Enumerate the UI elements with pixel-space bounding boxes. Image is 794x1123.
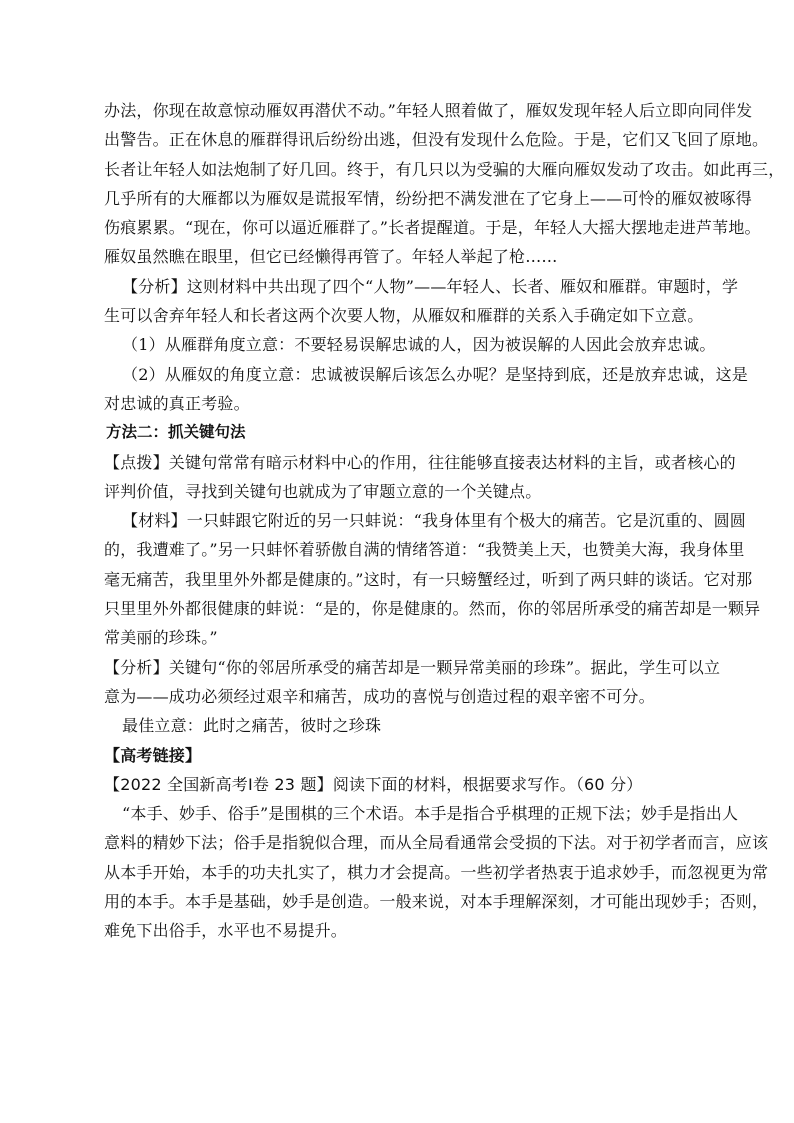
text-line: （2）从雁奴的角度立意：忠诚被误解后该怎么办呢？是坚持到底，还是放弃忠诚，这是: [122, 364, 748, 384]
text-line: 毫无痛苦，我里里外外都是健康的。”这时，有一只螃蟹经过，听到了两只蚌的谈话。它对那: [104, 569, 753, 589]
text-line: 的，我遭难了。”另一只蚌怀着骄傲自满的情绪答道：“我赞美上天，也赞美大海，我身体里: [104, 540, 745, 560]
gaokao-material: [104, 799, 769, 945]
text-line: 意料的精妙下法；俗手是指貌似合理，而从全局看通常会受损的下法。对于初学者而言，应该: [104, 833, 769, 853]
tip-paragraph: [104, 448, 736, 507]
point-1: [104, 330, 716, 359]
text-line: 【高考链接】: [104, 745, 202, 765]
text-line: 雁奴虽然瞧在眼里，但它已经懒得再管了。年轻人举起了枪……: [104, 247, 558, 267]
text-line: 常美丽的珍珠。”: [104, 628, 218, 648]
gaokao-heading: [104, 741, 704, 770]
analysis-paragraph-1: [104, 272, 739, 331]
text-line: 伤痕累累。“现在，你可以逼近雁群了。”长者提醒道。于是，年轻人大摇大摆地走进芦苇地。: [104, 218, 761, 238]
text-line: 对忠诚的真正考验。: [104, 393, 250, 413]
material-paragraph: [104, 506, 761, 652]
text-line: 【2022 全国新高考Ⅰ卷 23 题】阅读下面的材料，根据要求写作。（60 分）: [104, 774, 643, 794]
text-line: 最佳立意：此时之痛苦，彼时之珍珠: [122, 716, 382, 736]
story-paragraph: [104, 96, 785, 272]
text-line: 评判价值，寻找到关键句也就成为了审题立意的一个关键点。: [104, 481, 542, 501]
document-body: [104, 96, 785, 946]
text-line: 【点拨】关键句常常有暗示材料中心的作用，往往能够直接表达材料的主旨，或者核心的: [104, 452, 736, 472]
text-line: 【分析】关键句“你的邻居所承受的痛苦却是一颗异常美丽的珍珠”。据此，学生可以立: [104, 657, 721, 677]
gaokao-intro: [104, 770, 704, 799]
text-line: 生可以舍弃年轻人和长者这两个次要人物，从雁奴和雁群的关系入手确定如下立意。: [104, 306, 704, 326]
text-line: 长者让年轻人如法炮制了好几回。终于，有几只以为受骗的大雁向雁奴发动了攻击。如此再三，: [104, 159, 785, 179]
text-line: 意为——成功必须经过艰辛和痛苦，成功的喜悦与创造过程的艰辛密不可分。: [104, 686, 655, 706]
text-line: （1）从雁群角度立意：不要轻易误解忠诚的人，因为被误解的人因此会放弃忠诚。: [122, 335, 716, 355]
text-line: 【分析】这则材料中共出现了四个“人物”——年轻人、长者、雁奴和雁群。审题时，学: [122, 276, 739, 296]
text-line: 出警告。正在休息的雁群得讯后纷纷出逃，但没有发现什么危险。于是，它们又飞回了原地。: [104, 130, 769, 150]
text-line: 办法，你现在故意惊动雁奴再潜伏不动。”年轻人照着做了，雁奴发现年轻人后立即向同伴发: [104, 101, 753, 120]
text-line: 用的本手。本手是基础，妙手是创造。一般来说，对本手理解深刻，才可能出现妙手；否则，: [104, 892, 769, 912]
text-line: 只里里外外都很健康的蚌说：“是的，你是健康的。然而，你的邻居所承受的痛苦却是一颗异: [104, 599, 761, 619]
analysis-paragraph-2: [104, 653, 721, 712]
method-two-heading: 方法二：抓关键句法: [106, 423, 246, 442]
text-line: 【材料】一只蚌跟它附近的另一只蚌说：“我身体里有个极大的痛苦。它是沉重的、圆圆: [122, 511, 746, 531]
best-idea: [104, 711, 704, 740]
text-line: 从本手开始，本手的功夫扎实了，棋力才会提高。一些初学者热衷于追求妙手，而忽视更为常: [104, 862, 769, 882]
point-2: [104, 360, 748, 419]
text-line: 几乎所有的大雁都以为雁奴是谎报军情，纷纷把不满发泄在了它身上——可怜的雁奴被啄得: [104, 188, 753, 208]
text-line: 难免下出俗手，水平也不易提升。: [104, 921, 348, 941]
text-line: “本手、妙手、俗手”是围棋的三个术语。本手是指合乎棋理的正规下法；妙手是指出人: [122, 804, 739, 824]
